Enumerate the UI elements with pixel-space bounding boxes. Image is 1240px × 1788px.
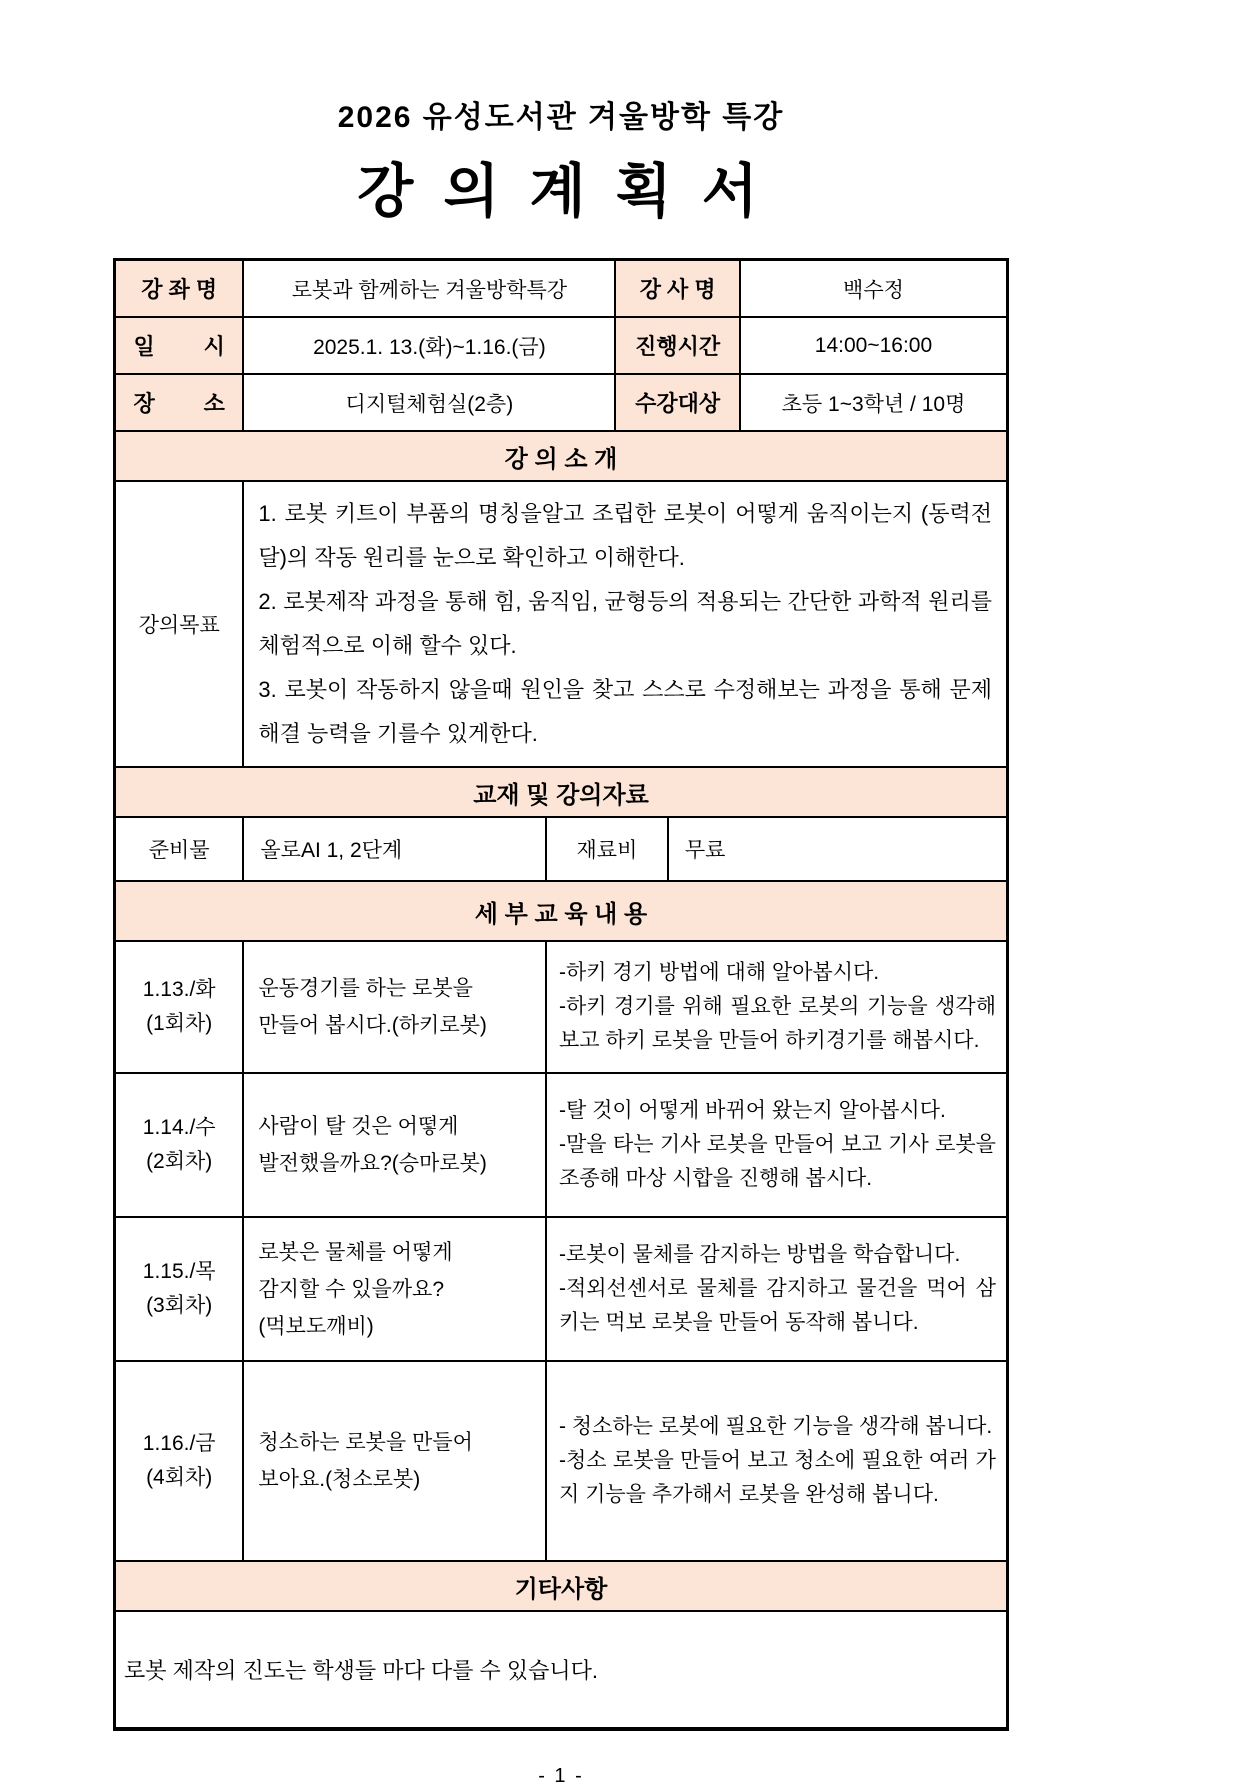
course-name-value: 로봇과 함께하는 겨울방학특강 <box>242 261 614 316</box>
supplies-label: 준비물 <box>148 839 210 862</box>
schedule-session-text: (4회차) <box>146 1466 213 1489</box>
topic-line: 청소하는 로봇을 만들어 <box>258 1431 473 1454</box>
schedule-date-text: 1.15./목 <box>142 1260 216 1283</box>
schedule-details <box>545 1218 1006 1360</box>
place-value: 디지털체험실(2층) <box>242 375 614 430</box>
topic-line: 사람이 탈 것은 어떻게 <box>258 1115 459 1138</box>
schedule-date-text: 1.13./화 <box>142 978 216 1001</box>
schedule-date-text: 1.14./수 <box>142 1116 216 1139</box>
schedule-topic <box>242 1218 545 1360</box>
section-curriculum-title: 세 부 교 육 내 용 <box>474 900 648 928</box>
notes-text: 로봇 제작의 진도는 학생들 마다 다를 수 있습니다. <box>124 1658 598 1683</box>
section-intro-title: 강 의 소 개 <box>504 445 618 473</box>
schedule-date <box>116 1362 242 1560</box>
supplies-value: 올로AI 1, 2단계 <box>242 818 545 880</box>
course-info-row <box>116 261 1006 316</box>
topic-line: 발전했을까요?(승마로봇) <box>258 1152 487 1175</box>
goal-item: 2. 로봇제작 과정을 통해 힘, 움직임, 균형등의 적용되는 간단한 과학적 원리를 체험적으로 이해 할수 있다. <box>258 589 992 658</box>
section-materials-header <box>116 766 1006 816</box>
goal-item: 3. 로봇이 작동하지 않을때 원인을 찾고 스스로 수정해보는 과정을 통해 문제해결 능력을 기를수 있게한다. <box>258 677 992 746</box>
topic-line: 감지할 수 있을까요? <box>258 1277 445 1301</box>
schedule-session-text: (3회차) <box>146 1294 213 1317</box>
materials-row <box>116 816 1006 880</box>
detail-item: -말을 타는 기사 로봇을 만들어 보고 기사 로봇을 조종해 마상 시합을 진행해 봅시다. <box>558 1133 996 1190</box>
schedule-date-text: 1.16./금 <box>142 1432 216 1455</box>
audience-label: 수강대상 <box>614 375 739 430</box>
schedule-topic <box>242 942 545 1072</box>
notes-row <box>116 1610 1006 1727</box>
goal-item: 1. 로봇 키트이 부품의 명칭을알고 조립한 로봇이 어떻게 움직이는지 (동력전달)의 작동 원리를 눈으로 확인하고 이해한다. <box>258 501 992 570</box>
detail-item: - 청소하는 로봇에 필요한 기능을 생각해 봅니다. <box>558 1415 993 1438</box>
goals-row <box>116 480 1006 766</box>
document-title: 강 의 계 획 서 <box>357 159 765 224</box>
schedule-row-2 <box>116 1072 1006 1216</box>
fee-label: 재료비 <box>545 818 667 880</box>
time-value: 14:00~16:00 <box>739 318 1006 373</box>
goals-text <box>242 482 1006 766</box>
date-label: 일 시 <box>116 318 242 373</box>
page-number: - 1 - <box>538 1765 584 1787</box>
goals-label: 강의목표 <box>138 614 220 637</box>
schedule-row-3 <box>116 1216 1006 1360</box>
schedule-topic <box>242 1362 545 1560</box>
time-label: 진행시간 <box>614 318 739 373</box>
section-curriculum-header <box>116 880 1006 940</box>
date-value: 2025.1. 13.(화)~1.16.(금) <box>242 318 614 373</box>
schedule-session-text: (1회차) <box>146 1012 213 1035</box>
schedule-session-text: (2회차) <box>146 1150 213 1173</box>
section-intro-header <box>116 430 1006 480</box>
fee-value: 무료 <box>667 818 1006 880</box>
schedule-topic <box>242 1074 545 1216</box>
instructor-label: 강 사 명 <box>614 261 739 316</box>
schedule-details <box>545 1362 1006 1560</box>
topic-line: 로봇은 물체를 어떻게 <box>258 1240 453 1264</box>
schedule-row-4 <box>116 1360 1006 1560</box>
document-subtitle: 2026 유성도서관 겨울방학 특강 <box>337 101 785 134</box>
schedule-date <box>116 942 242 1072</box>
detail-item: -적외선센서로 물체를 감지하고 물건을 먹어 삼키는 먹보 로봇을 만들어 동작해 봅니다. <box>558 1277 996 1334</box>
detail-item: -하키 경기 방법에 대해 알아봅시다. <box>558 961 880 984</box>
schedule-date <box>116 1074 242 1216</box>
schedule-details <box>545 942 1006 1072</box>
topic-line: 만들어 봅시다.(하키로봇) <box>258 1014 487 1037</box>
detail-item: -로봇이 물체를 감지하는 방법을 학습합니다. <box>558 1243 961 1266</box>
topic-line: (먹보도깨비) <box>258 1314 374 1338</box>
document-page <box>113 0 1009 1788</box>
schedule-details <box>545 1074 1006 1216</box>
instructor-value: 백수정 <box>739 261 1006 316</box>
detail-item: -탈 것이 어떻게 바뀌어 왔는지 알아봅시다. <box>558 1099 946 1122</box>
lecture-plan-table <box>113 258 1009 1731</box>
date-info-row <box>116 316 1006 373</box>
course-name-label: 강 좌 명 <box>116 261 242 316</box>
section-etc-title: 기타사항 <box>514 1575 608 1603</box>
detail-item: -하키 경기를 위해 필요한 로봇의 기능을 생각해 보고 하키 로봇을 만들어 하키경기를 해봅시다. <box>558 995 996 1052</box>
schedule-date <box>116 1218 242 1360</box>
place-label: 장 소 <box>116 375 242 430</box>
topic-line: 보아요.(청소로봇) <box>258 1468 421 1491</box>
detail-item: -청소 로봇을 만들어 보고 청소에 필요한 여러 가지 기능을 추가해서 로봇을 완성해 봅니다. <box>558 1449 996 1506</box>
audience-value: 초등 1~3학년 / 10명 <box>739 375 1006 430</box>
schedule-row-1 <box>116 940 1006 1072</box>
topic-line: 운동경기를 하는 로봇을 <box>258 977 473 1000</box>
place-info-row <box>116 373 1006 430</box>
section-etc-header <box>116 1560 1006 1610</box>
section-materials-title: 교재 및 강의자료 <box>473 781 649 809</box>
